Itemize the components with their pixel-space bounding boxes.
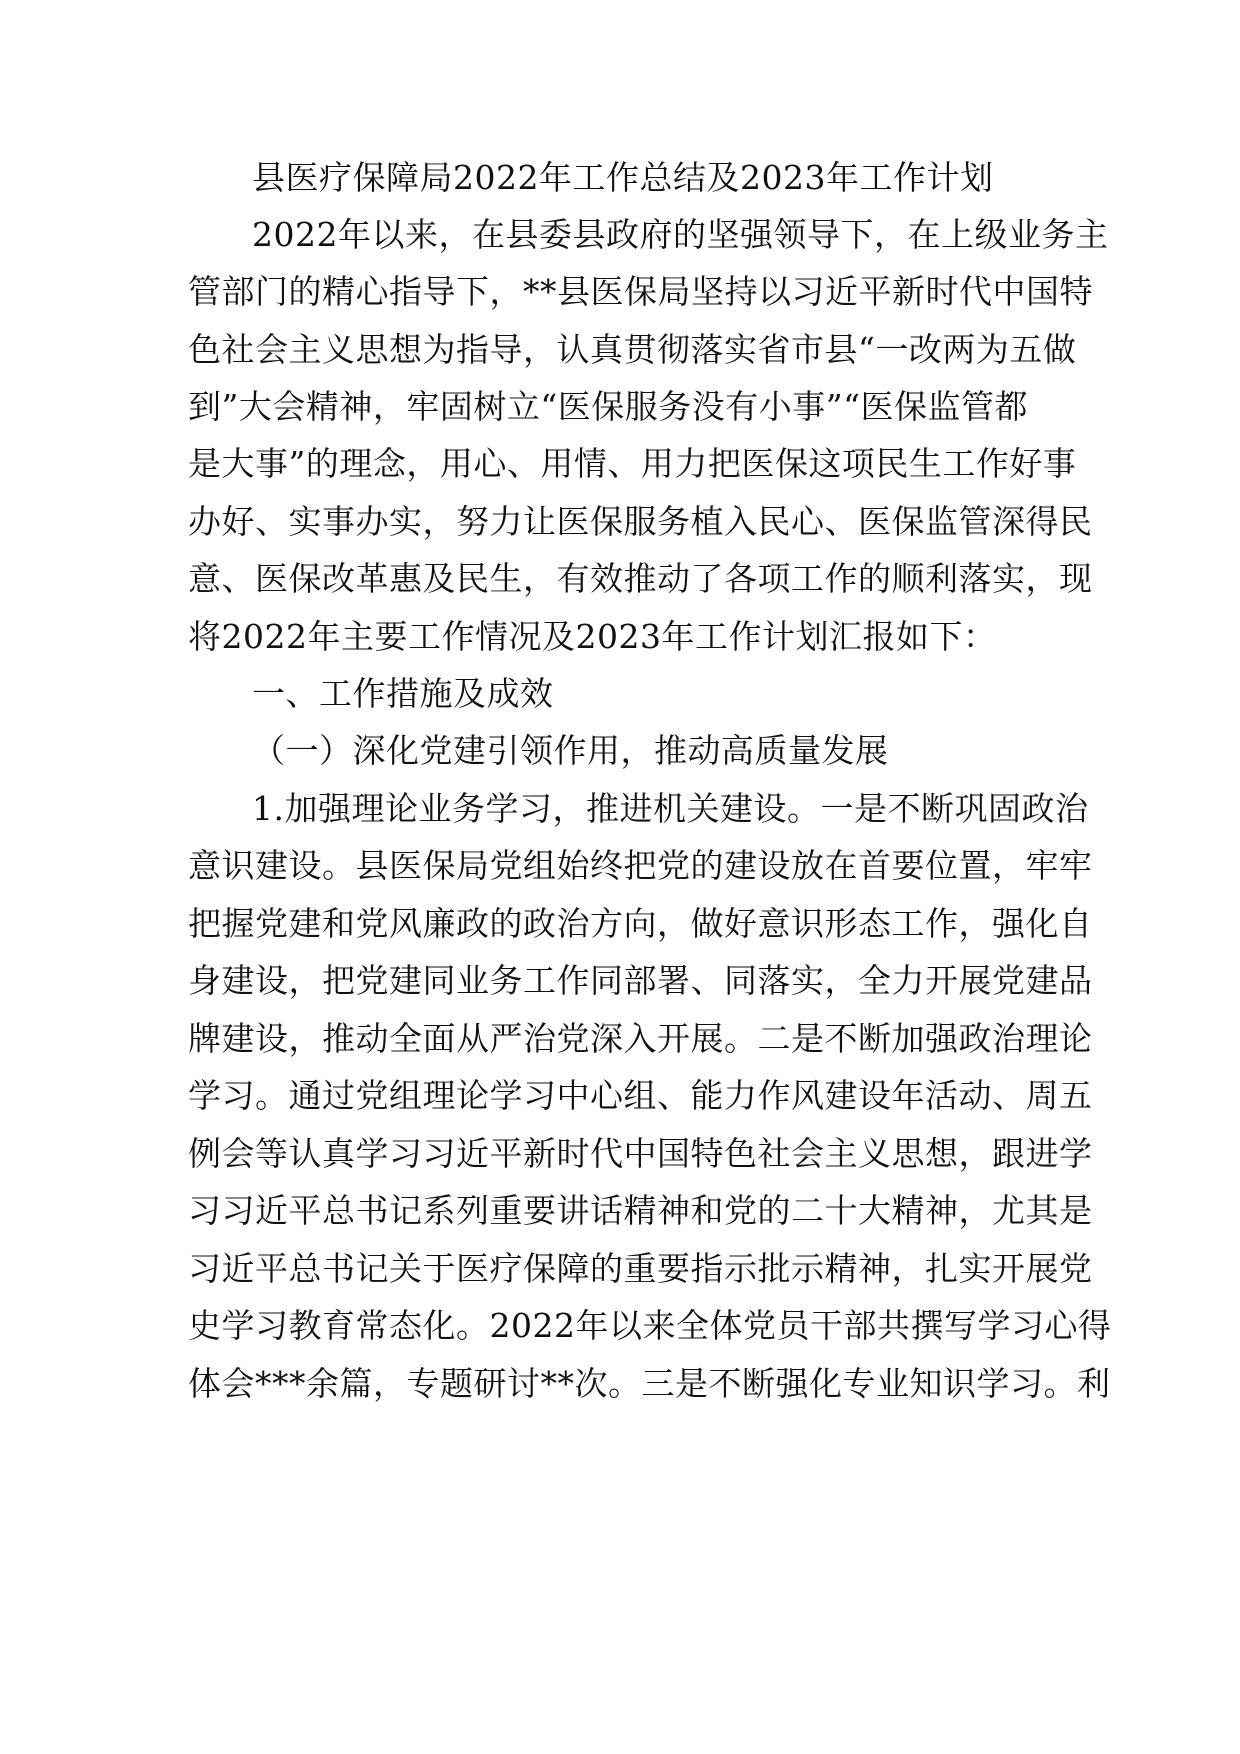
document-title: 县医疗保障局2022年工作总结及2023年工作计划 — [252, 158, 994, 197]
paragraph-line: 管部门的精心指导下，**县医保局坚持以习近平新时代中国特 — [188, 272, 1093, 311]
section-heading: 一、工作措施及成效 — [252, 674, 554, 713]
paragraph-line: 意、医保改革惠及民生，有效推动了各项工作的顺利落实，现 — [188, 559, 1093, 598]
body-line: 1.加强理论业务学习，推进机关建设。一是不断巩固政治 — [252, 789, 1089, 828]
paragraph-line: 色社会主义思想为指导，认真贯彻落实省市县“一改两为五做 — [188, 330, 1077, 369]
body-line: 学习。通过党组理论学习中心组、能力作风建设年活动、周五 — [188, 1076, 1093, 1115]
body-line: 身建设，把党建同业务工作同部署、同落实，全力开展党建品 — [188, 961, 1093, 1000]
body-line: 习习近平总书记系列重要讲话精神和党的二十大精神，尤其是 — [188, 1191, 1093, 1230]
paragraph-line: 2022年以来，在县委县政府的坚强领导下，在上级业务主 — [252, 215, 1109, 254]
subsection-heading: （一）深化党建引领作用，推动高质量发展 — [252, 731, 889, 770]
paragraph-line: 到”大会精神，牢固树立“医保服务没有小事”“医保监管都 — [188, 387, 1028, 426]
body-line: 意识建设。县医保局党组始终把党的建设放在首要位置，牢牢 — [188, 846, 1093, 885]
paragraph-line: 办好、实事办实，努力让医保服务植入民心、医保监管深得民 — [188, 502, 1093, 541]
body-line: 牌建设，推动全面从严治党深入开展。二是不断加强政治理论 — [188, 1019, 1093, 1058]
body-line: 习近平总书记关于医疗保障的重要指示批示精神，扎实开展党 — [188, 1249, 1093, 1288]
paragraph-line: 将2022年主要工作情况及2023年工作计划汇报如下： — [188, 617, 997, 656]
body-line: 把握党建和党风廉政的政治方向，做好意识形态工作，强化自 — [188, 904, 1093, 943]
body-line: 例会等认真学习习近平新时代中国特色社会主义思想，跟进学 — [188, 1134, 1093, 1173]
body-line: 体会***余篇，专题研讨**次。三是不断强化专业知识学习。利 — [188, 1364, 1111, 1403]
body-line: 史学习教育常态化。2022年以来全体党员干部共撰写学习心得 — [188, 1306, 1112, 1345]
paragraph-line: 是大事”的理念，用心、用情、用力把医保这项民生工作好事 — [188, 444, 1077, 483]
